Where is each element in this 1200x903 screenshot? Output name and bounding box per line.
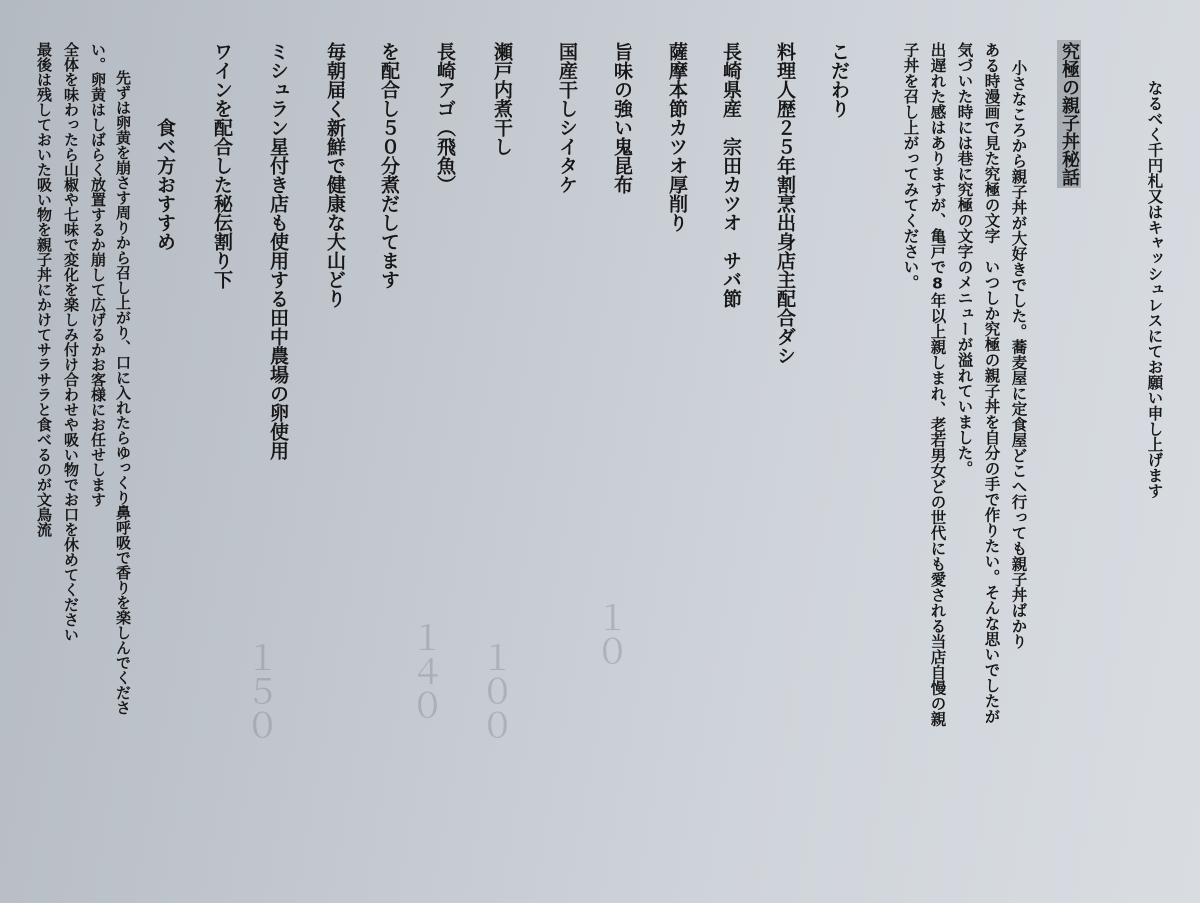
kodawari-item: ミシュラン星付き店も使用する田中農場の卵使用 bbox=[267, 42, 289, 460]
story-line: 気づいた時には巷に究極の文字のメニューが溢れていました。 bbox=[955, 42, 974, 476]
kodawari-item: を配合し５０分煮だしてます bbox=[378, 42, 400, 289]
kodawari-item: 長崎県産 宗田カツオ サバ節 bbox=[720, 42, 742, 308]
story-line: 出遅れた感はありますが、亀戸で8年以上親しまれ、老若男女どの世代にも愛される当店自慢の親 bbox=[928, 42, 947, 727]
story-line: 子丼を召し上がってみてください。 bbox=[901, 42, 920, 290]
show-through-decoration: １５０ bbox=[239, 640, 279, 742]
kodawari-item: 旨味の強い鬼昆布 bbox=[611, 42, 633, 194]
howto-line: 先ずは卵黄を崩さす周りから召し上がり、口に入れたらゆっくり鼻呼吸で香りを楽しんでくださ bbox=[114, 70, 132, 715]
kodawari-item: ワインを配合した秘伝割り下 bbox=[211, 42, 233, 289]
howto-line: い。卵黄はしばらく放置するか崩して広げるかお客様にお任せします bbox=[89, 42, 107, 507]
show-through-decoration: １０ bbox=[589, 600, 629, 668]
kodawari-item: 料理人歴２５年割烹出身店主配合ダシ bbox=[774, 42, 796, 365]
story-title: 究極の親子丼秘話 bbox=[1059, 42, 1080, 186]
kodawari-heading: こだわり bbox=[828, 42, 850, 118]
kodawari-item: 薩摩本節カツオ厚削り bbox=[666, 42, 688, 232]
kodawari-item: 瀬戸内煮干し bbox=[491, 42, 513, 156]
kodawari-item: 長崎アゴ（飛魚） bbox=[434, 42, 456, 194]
kodawari-item: 毎朝届く新鮮で健康な大山どり bbox=[324, 42, 346, 308]
show-through-decoration: １４０ bbox=[404, 620, 444, 722]
story-line: 小さなころから親子丼が大好きでした。蕎麦屋に定食屋どこへ行っても親子丼ばかり bbox=[1009, 60, 1028, 649]
story-line: ある時漫画で見た究極の文字 いつしか究極の親子丼を自分の手で作りたい。そんな思いでしたが bbox=[982, 42, 1001, 724]
howto-line: 全体を味わったら山椒や七味で変化を楽しみ付け合わせや吸い物でお口を休めてください bbox=[62, 42, 80, 642]
kodawari-item: 国産干しシイタケ bbox=[556, 42, 578, 194]
howto-heading: 食べ方おすすめ bbox=[154, 118, 176, 251]
payment-note: なるべく千円札又はキャッシュレスにてお願い申し上げます bbox=[1145, 80, 1164, 499]
show-through-decoration: １００ bbox=[474, 640, 514, 742]
howto-line: 最後は残しておいた吸い物を親子丼にかけてサラサラと食べるのが文鳥流 bbox=[35, 42, 53, 537]
